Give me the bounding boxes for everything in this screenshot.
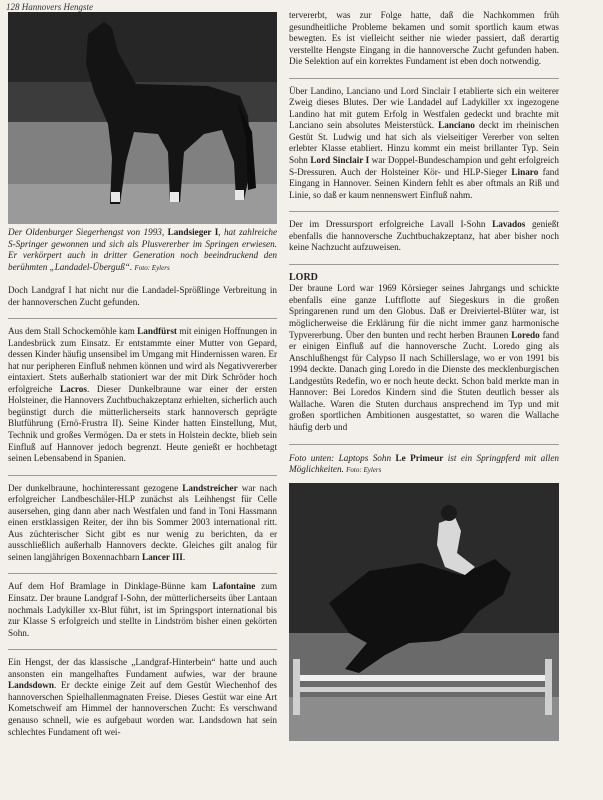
paragraph-text: Über Landino, Lanciano und Lord Sinclair I etablierte sich ein weiterer Zweig dieses Blutes. Der wie Landadel auf Ladykiller xx ingezogene Landino hat mit gutem Erfolg in Westfalen gedeckt und brachte mit Lanciano sein absolutes Meisterstück.: [289, 85, 559, 131]
paragraph-text: Der dunkelbraune, hochinteressant gezogene: [8, 482, 183, 493]
paragraph: [8, 326, 277, 465]
caption-text: Der Oldenburger Siegerhengst von 1993,: [8, 227, 168, 237]
divider: [8, 573, 277, 574]
paragraph-text: fand Eingang in Hannover. Seinen Kindern fehlt es aber oftmals an Riß und Linie, so daß er kaum nennenswert Einfluß nahm.: [289, 166, 559, 200]
paragraph-text: mit einigen Hoffnungen in Landesbrück zum Einsatz. Er entstammte einer Mutter von Gepard, dessen Kinder häufig unsensibel im Umgang mit Hindernissen waren. Er hat nur peripheren Einfluß nehmen können und wird als Negativvererber eintaxiert. Stets außerhalb stationiert war der mit Dirk Schröder hoch erfolgreiche: [8, 326, 278, 394]
right-column: [289, 10, 559, 741]
horse-name: Linaro: [511, 166, 539, 177]
show-jumping-photo: [289, 483, 559, 741]
divider: [8, 318, 277, 319]
left-column: [8, 12, 277, 738]
paragraph-text: deckt im rheinischen Gestüt St. Ludwig und hat sich als vielseitiger Vererber von selten erlebter Klasse etabliert. Hinzu kommt ein meist brillanter Typ. Sein Sohn: [289, 120, 559, 166]
paragraph-text: fand er einigen Einfluß auf die hannoversche Zucht. Loredo ging als Anschlußhengst für Calypso II nach Schillerslage, wo er von 1991 bis 1994 deckte. Danach ging Loredo in die Dienste des mecklenburgischen Landgestüts Redefin, wo er noch heute deckt. Schon bald merkte man in Hannover: Bei Loredos Kindern sind die Stuten deutlich besser als Wallache. Waren die Stuten durchaus ansprechend im Typ und mit großen sportlichen Ambitionen ausgestattet, so waren die Wallache häufig derb und: [289, 329, 559, 432]
page-header: 128 Hannovers Hengste: [6, 2, 93, 12]
horse-name: Lord Sinclair I: [310, 155, 370, 166]
divider: [289, 211, 559, 212]
paragraph-text: Der im Dressursport erfolgreiche Lavall I-Sohn: [289, 219, 493, 230]
paragraph-text: Der braune Lord war 1969 Körsieger seines Jahrgangs und schickte ebenfalls eine ganze Luftflotte auf Siegeskurs in die großen Springarenen rund um den Globus. Daß er Dreiviertel-Blüter war, ist möglicherweise die Erklärung für die nicht immer ganz harmonische Typvererbung. Über den bunten und recht herben Braunen: [289, 283, 559, 340]
paragraph-text: zum Einsatz. Der braune Landgraf I-Sohn, der mütterlicherseits über Lantaan nochmals Ladykiller xx-Blut führt, ist im Springsport international bis zur Klasse S erfolgreich und stellte in Lindström bisher einen gekörten Sohn.: [8, 581, 278, 638]
paragraph-text: war nach erfolgreicher Landbeschäler-HLP zunächst als Leihhengst für Celle ausersehen, ging dann aber nach Westfalen und fand in Toni Hassmann einen erstklassigen Reiter, der ihn bis Sommer 2003 international ritt. Aus züchterischer Sicht gibt es nur wenig zu berichten, da er ausschließlich außerhalb Hannovers deckte. Gleiches gilt analog für seinen langjährigen Boxennachbarn: [8, 482, 278, 562]
horse-name: Landsdown: [8, 680, 54, 691]
caption-text: , hat zahlreiche S-Springer gewonnen und sich als Plusvererber im Springen erwiesen. Er verkörpert auch in dritter Generation noch beeindruckend den berühmten „Landadel-Überguß“.: [8, 227, 278, 272]
show-jumping-illustration: [289, 483, 559, 741]
divider: [8, 649, 277, 650]
paragraph: [289, 219, 559, 254]
horse-standing-photo: [8, 12, 277, 224]
divider: [289, 444, 559, 445]
paragraph: [289, 283, 559, 433]
divider: [289, 264, 559, 265]
paragraph-text: war Doppel-Bundeschampion und geht erfolgreich S-Dressuren. Auch der Holsteiner Kör- und HLP-Sieger: [289, 155, 559, 177]
paragraph: [8, 581, 277, 639]
horse-name: Lavados: [492, 219, 526, 230]
caption-horse-name: Landsieger I: [167, 227, 219, 237]
paragraph: [8, 285, 277, 308]
section-heading: LORD: [289, 271, 318, 283]
paragraph-text: tervererbt, was zur Folge hatte, daß die Nachkommen früh gesundheitliche Probleme bekamen und somit sportlich kaum etwas bewegten. Es ist vielleicht seither nie wieder passiert, daß derartig verstellte Hengste Eingang in die hannoversche Zucht gefunden haben. Die Selektion auf ein korrektes Fundament ist eben doch notwendig.: [289, 10, 559, 67]
caption-text: Foto unten: Laptops Sohn: [289, 452, 396, 463]
paragraph-text: genießt ebenfalls die hannoversche Zuchtbuchakzeptanz, hat aber bisher noch keine Nachzucht aufzuweisen.: [289, 219, 559, 253]
horse-name: Loredo: [511, 329, 540, 340]
divider: [289, 78, 559, 79]
horse-name: Lancer III: [141, 551, 183, 562]
paragraph-text: Doch Landgraf I hat nicht nur die Landadel-Sprößlinge Verbreitung in der hannoverschen Zucht gefunden.: [8, 285, 277, 307]
horse-standing-illustration: [8, 12, 277, 224]
paragraph: [8, 483, 277, 564]
top-photo-caption: [8, 227, 277, 274]
photo-credit: Foto: Eylers: [346, 466, 382, 474]
bottom-photo-caption: [289, 453, 559, 477]
paragraph-text: .: [182, 551, 186, 562]
paragraph: [289, 10, 559, 68]
horse-name: Lanciano: [438, 120, 475, 131]
paragraph: [289, 86, 559, 201]
paragraph-text: Aus dem Stall Schockemöhle kam: [8, 326, 138, 337]
horse-name: Lacros: [60, 383, 87, 394]
horse-name: Landstreicher: [182, 482, 238, 493]
caption-text: ist ein Springpferd mit allen Möglichkeiten.: [289, 452, 559, 474]
caption-horse-name: Le Primeur: [395, 452, 444, 463]
paragraph-text: Ein Hengst, der das klassische „Landgraf-Hinterbein“ hatte und auch ansonsten ein mangelhaftes Fundament aufwies, war der braune: [8, 657, 277, 679]
divider: [8, 475, 277, 476]
paragraph-text: Auf dem Hof Bramlage in Dinklage-Bünne kam: [8, 581, 213, 592]
paragraph: [8, 657, 277, 738]
paragraph-text: . Dieser Dunkelbraune war einer der ersten Holsteiner, die Hannovers Zuchtbuchakzeptanz erhielten, sicherlich auch begünstigt durch die mütterlicherseits stark hannoversch geprägte Blutführung (Ernö-Frustra II). Seine Kinder hatten Einstellung, Mut, Technik und großes Vermögen. Da er stets in Holstein deckte, blieb sein Einfluß auf Hannover jedoch begrenzt. Heute genießt er hochbetagt seinen Lebensabend in Spanien.: [8, 383, 277, 464]
photo-credit: Foto: Eylers: [134, 263, 170, 272]
paragraph-text: . Er deckte einige Zeit auf dem Gestüt Wiechenhof des hannoverschen Spielhallenmagnaten Freise. Dieses Gestüt war eine Art Kometschweif am Himmel der hannoverschen Zucht: Es verschwand genauso schnell, wie es aufgebaut worden war. Landsdown hat sein schlechtes Fundament oft wei-: [8, 680, 277, 737]
horse-name: Landfürst: [137, 326, 177, 337]
horse-name: Lafontaine: [212, 581, 256, 592]
